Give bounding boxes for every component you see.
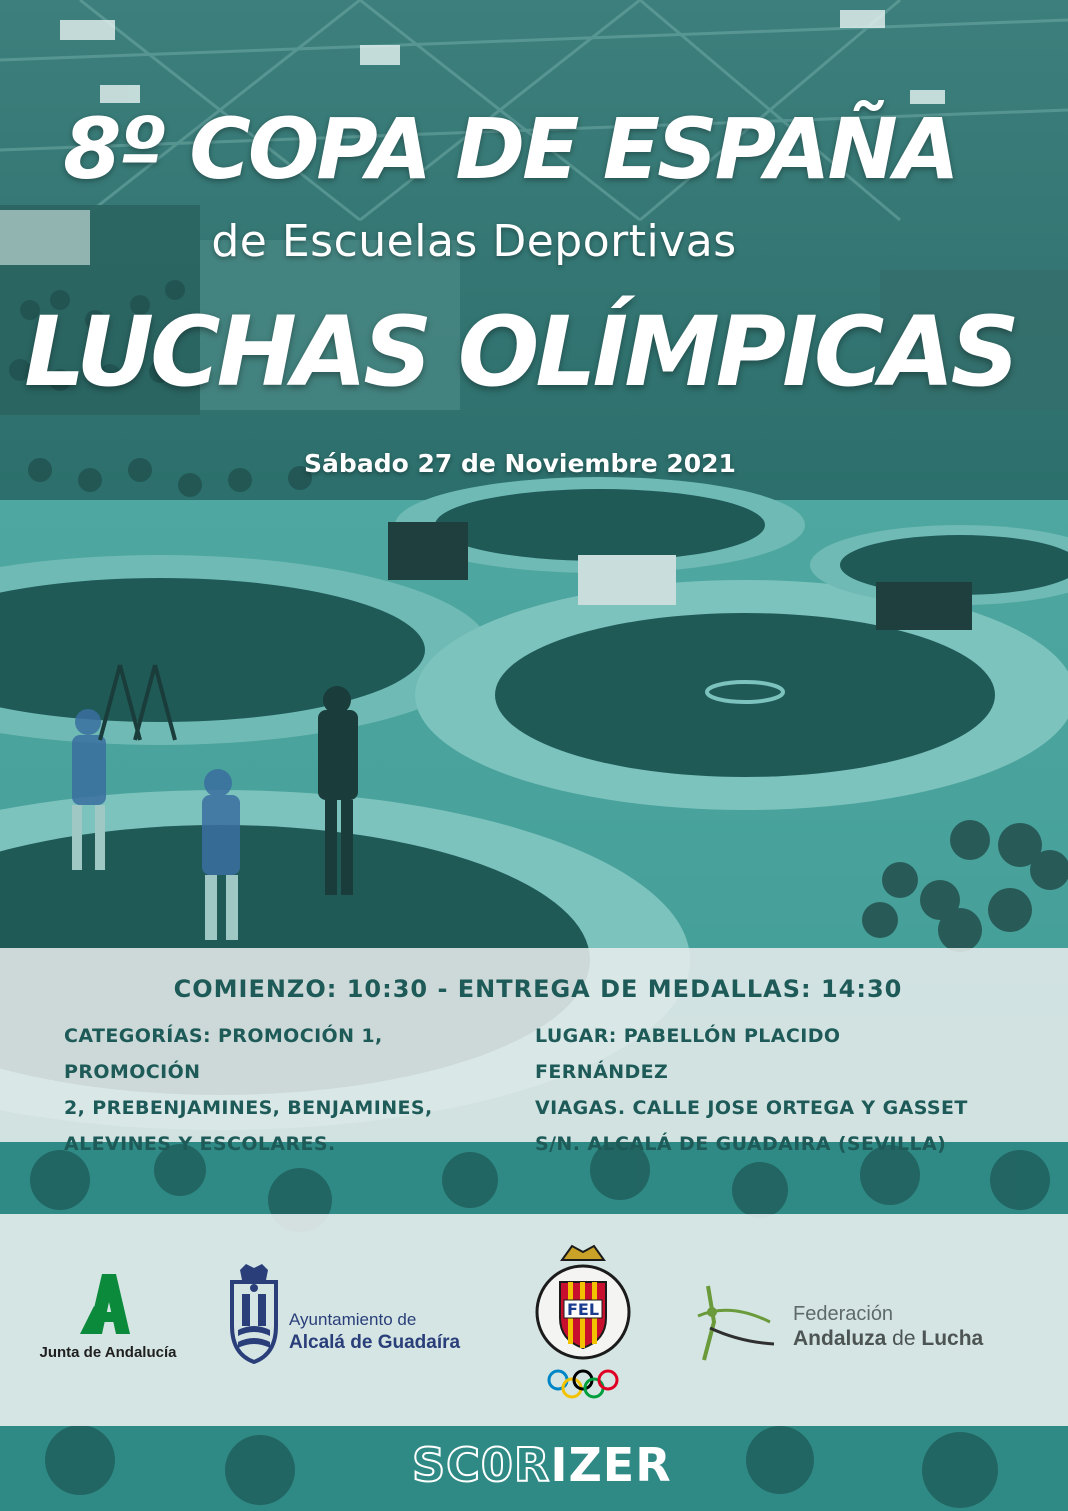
title-edition: 8º COPA DE ESPAÑA	[63, 100, 957, 198]
sponsors-band	[0, 1214, 1068, 1426]
scorizer-outline-part: SC0R	[412, 1438, 551, 1492]
federacion-figure-icon	[690, 1282, 780, 1362]
junta-a-icon	[28, 1266, 188, 1338]
location-line: LUGAR: PABELLÓN PLACIDO FERNÁNDEZ	[535, 1025, 841, 1083]
event-date: Sábado 27 de Noviembre 2021	[304, 449, 736, 478]
location-line: VIAGAS. CALLE JOSE ORTEGA Y GASSET	[535, 1097, 968, 1119]
alcala-crest-icon	[226, 1264, 282, 1364]
categories-line: ALEVINES Y ESCOLARES.	[64, 1133, 336, 1155]
alcala-line-1: Ayuntamiento de	[289, 1310, 417, 1329]
scorizer-solid-part: IZER	[550, 1438, 672, 1492]
alcala-line-2: Alcalá de Guadaíra	[289, 1332, 461, 1353]
scorizer-logo	[412, 1438, 672, 1492]
alcala-guadaira-logo	[226, 1264, 476, 1374]
junta-andalucia-logo	[28, 1266, 188, 1376]
schedule-headline: COMIENZO: 10:30 - ENTREGA DE MEDALLAS: 14:30	[173, 975, 903, 1003]
federacion-line-2	[793, 1327, 983, 1351]
federacion-de-word: de	[886, 1327, 922, 1350]
categories-block	[64, 1018, 509, 1162]
title-sport: LUCHAS OLÍMPICAS	[24, 296, 1016, 408]
location-block	[535, 1018, 975, 1162]
categories-line: 2, PREBENJAMINES, BENJAMINES,	[64, 1097, 433, 1119]
location-line: S/N. ALCALÁ DE GUADAIRA (SEVILLA)	[535, 1133, 947, 1155]
federacion-lucha-word: Lucha	[921, 1327, 984, 1350]
title-subtitle: de Escuelas Deportivas	[211, 216, 737, 267]
federacion-andaluza-word: Andaluza	[793, 1327, 887, 1350]
federacion-andaluza-logo	[690, 1282, 1030, 1362]
categories-line: CATEGORÍAS: PROMOCIÓN 1, PROMOCIÓN	[64, 1025, 383, 1083]
fel-crest-icon	[522, 1240, 644, 1406]
fel-initials: FEL	[566, 1300, 600, 1319]
federacion-line-1: Federación	[793, 1303, 894, 1325]
info-panel	[0, 948, 1068, 1155]
fel-logo	[522, 1240, 644, 1406]
junta-label: Junta de Andalucía	[39, 1344, 177, 1361]
